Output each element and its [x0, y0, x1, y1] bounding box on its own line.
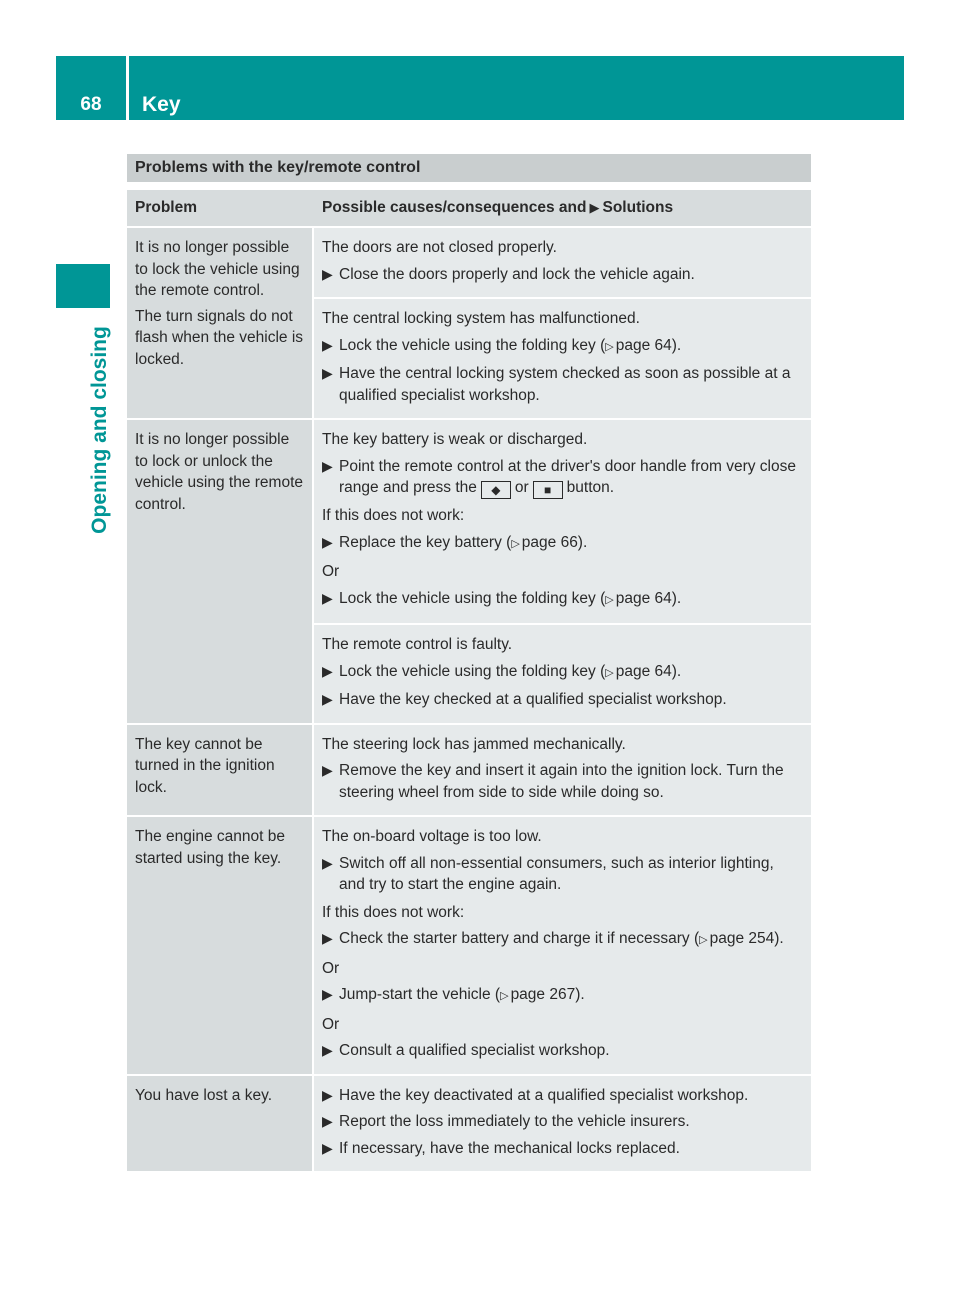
or-text: Or [322, 1015, 340, 1033]
table-title: Problems with the key/remote control [127, 154, 811, 182]
table-row [127, 1076, 811, 1174]
cause-text: The doors are not closed properly. [322, 239, 557, 256]
column-header-causes: Possible causes/consequences and [322, 199, 587, 217]
note-text: If this does not work: [322, 903, 465, 921]
step-text: Have the key deactivated at a qualified specialist workshop. [339, 1086, 749, 1104]
page-link[interactable]: page 254). [709, 930, 784, 947]
solution-cell [314, 625, 811, 725]
table-row [127, 420, 811, 625]
problem-text: The engine cannot be started using the key. [135, 828, 285, 867]
step-text: Close the doors properly and lock the vehicle again. [339, 265, 695, 283]
step-text: Lock the vehicle using the folding key ( [339, 589, 606, 607]
page-reference-icon: ▷ [605, 666, 614, 679]
solution-step [322, 689, 803, 711]
problem-cell [127, 725, 314, 818]
or-text: Or [322, 959, 340, 977]
solution-step [322, 928, 803, 952]
arrow-right-icon: ▶ [322, 930, 333, 946]
arrow-right-icon: ▶ [322, 854, 333, 871]
unlock-icon: ◆ [481, 481, 511, 499]
solution-step [322, 853, 803, 896]
solution-cell [314, 420, 811, 625]
solution-step [322, 456, 803, 500]
cause-text: The key battery is weak or discharged. [322, 431, 588, 448]
step-text: Jump-start the vehicle ( [339, 986, 501, 1003]
page-reference-icon: ▷ [605, 340, 614, 353]
problem-cell [127, 817, 314, 1076]
step-text: Report the loss immediately to the vehicle insurers. [339, 1113, 690, 1130]
step-text: Point the remote control at the driver's door handle from very close range and press the [339, 457, 796, 496]
arrow-right-icon: ▶ [322, 1113, 333, 1129]
column-header-solutions-label: Solutions [602, 199, 674, 217]
solution-step [322, 363, 803, 406]
arrow-right-icon: ▶ [322, 365, 333, 381]
solution-step [322, 984, 803, 1008]
step-text: If necessary, have the mechanical locks replaced. [339, 1139, 680, 1157]
table-row [127, 725, 811, 818]
table-row [127, 228, 811, 299]
page-reference-icon: ▷ [511, 537, 520, 550]
step-text: Switch off all non-essential consumers, such as interior lighting, and try to start the engine again. [339, 854, 774, 893]
solution-step [322, 1085, 803, 1107]
table-row [127, 817, 811, 1076]
page-link[interactable]: page 267). [510, 986, 585, 1003]
arrow-right-icon: ▶ [322, 265, 333, 282]
step-text: Have the central locking system checked as soon as possible at a qualified specialist workshop. [339, 365, 791, 404]
column-header-solutions [314, 190, 811, 228]
solution-cell [314, 228, 811, 299]
cause-text: The remote control is faulty. [322, 636, 513, 653]
page-reference-icon: ▷ [699, 934, 708, 946]
arrow-right-icon: ▶ [322, 1139, 333, 1156]
problem-text: It is no longer possible to lock the vehicle using the remote control. [135, 239, 300, 299]
header-divider [126, 56, 129, 120]
page-link[interactable]: page 66). [521, 533, 588, 551]
solution-step [322, 1040, 803, 1062]
lock-icon: ■ [533, 481, 563, 499]
step-text: button. [566, 479, 615, 496]
page-reference-icon: ▷ [500, 990, 509, 1002]
side-tab-label: Opening and closing [88, 326, 111, 534]
solution-cell [314, 817, 811, 1076]
page-reference-icon: ▷ [605, 593, 614, 606]
solution-step [322, 1138, 803, 1160]
or-text: Or [322, 563, 340, 580]
solution-cell [314, 725, 811, 818]
arrow-right-icon: ▶ [322, 986, 333, 1002]
arrow-right-icon: ▶ [589, 200, 600, 216]
table-header-row [127, 190, 811, 228]
side-tab-marker [56, 264, 110, 308]
solution-step [322, 760, 803, 803]
solution-step [322, 661, 803, 685]
arrow-right-icon: ▶ [322, 762, 333, 778]
step-text: or [514, 479, 529, 496]
step-text: Have the key checked at a qualified specialist workshop. [339, 691, 727, 708]
page-link[interactable]: page 64). [615, 589, 682, 607]
page-link[interactable]: page 64). [615, 662, 682, 680]
note-text: If this does not work: [322, 507, 465, 524]
cause-text: The on-board voltage is too low. [322, 828, 542, 845]
problems-table [127, 154, 811, 1173]
cause-text: The steering lock has jammed mechanically. [322, 735, 626, 753]
arrow-right-icon: ▶ [322, 691, 333, 707]
arrow-right-icon: ▶ [322, 589, 333, 606]
problem-text: The key cannot be turned in the ignition lock. [135, 735, 275, 796]
arrow-right-icon: ▶ [322, 1042, 333, 1058]
problem-cell [127, 228, 314, 420]
step-text: Lock the vehicle using the folding key ( [339, 662, 606, 680]
problem-text: You have lost a key. [135, 1086, 273, 1104]
solution-step [322, 588, 803, 612]
solution-cell [314, 1076, 811, 1174]
problem-cell [127, 420, 314, 725]
solution-cell [314, 299, 811, 420]
step-text: Lock the vehicle using the folding key ( [339, 336, 606, 354]
cause-text: The central locking system has malfunctioned. [322, 310, 640, 327]
page-number: 68 [80, 94, 102, 115]
step-text: Replace the key battery ( [339, 533, 512, 551]
solution-step [322, 335, 803, 359]
problem-text: The turn signals do not flash when the vehicle is locked. [135, 307, 304, 368]
arrow-right-icon: ▶ [322, 1086, 333, 1103]
arrow-right-icon: ▶ [322, 336, 333, 353]
step-text: Check the starter battery and charge it if necessary ( [339, 930, 700, 947]
problem-cell [127, 1076, 314, 1174]
solution-step [322, 1111, 803, 1133]
arrow-right-icon: ▶ [322, 457, 333, 474]
section-title: Key [142, 93, 181, 116]
step-text: Consult a qualified specialist workshop. [339, 1042, 610, 1059]
page-header [56, 56, 904, 120]
solution-step [322, 532, 803, 556]
arrow-right-icon: ▶ [322, 662, 333, 679]
column-header-problem: Problem [127, 190, 314, 228]
solution-step [322, 264, 803, 286]
arrow-right-icon: ▶ [322, 533, 333, 550]
problem-text: It is no longer possible to lock or unlock the vehicle using the remote control. [135, 431, 304, 513]
step-text: Remove the key and insert it again into the ignition lock. Turn the steering wheel from side to side while doing so. [339, 762, 784, 801]
page-link[interactable]: page 64). [615, 336, 682, 354]
